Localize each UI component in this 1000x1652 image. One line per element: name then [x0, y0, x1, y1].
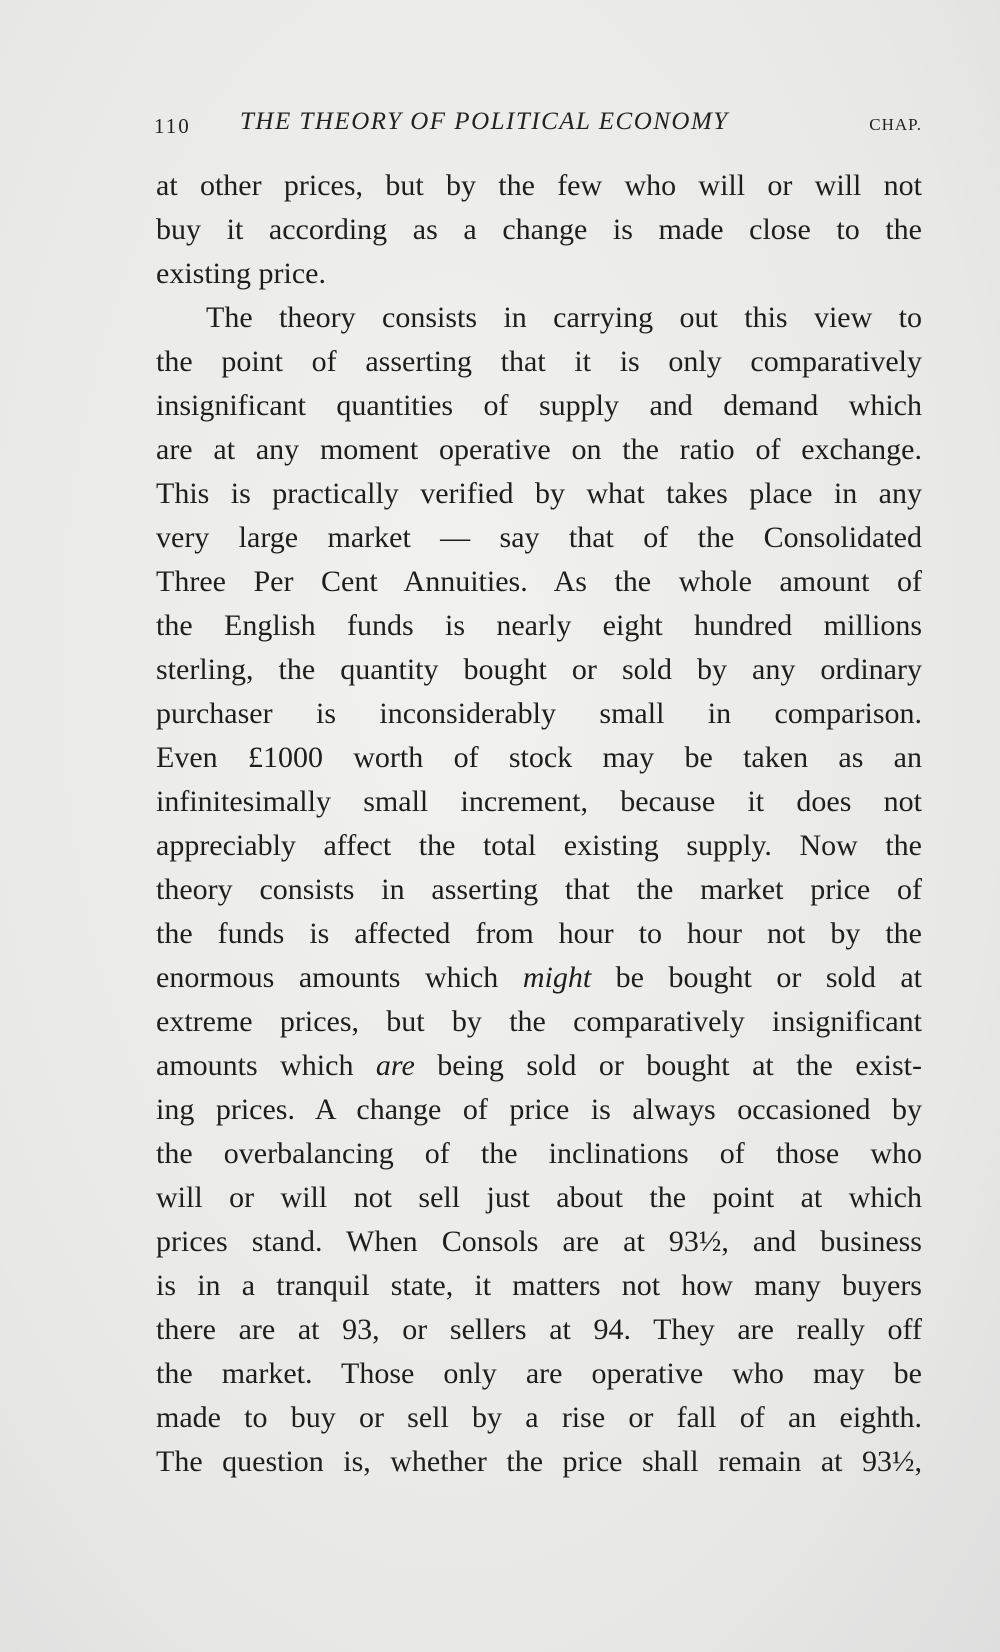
text-line: The theory consists in carrying out this view to — [206, 301, 922, 334]
text-line: will or will not sell just about the point at which — [156, 1181, 922, 1214]
text-line — [156, 956, 922, 1000]
text-line: the English funds is nearly eight hundred millions — [156, 609, 922, 642]
body-text — [156, 164, 922, 1484]
running-head — [154, 108, 922, 148]
text-line: is in a tranquil state, it matters not how many buyers — [156, 1269, 922, 1302]
text-line: appreciably affect the total existing supply. Now the — [156, 829, 922, 862]
text-line: Three Per Cent Annuities. As the whole amount of — [156, 565, 922, 598]
text-line — [156, 1044, 922, 1088]
text-line: extreme prices, but by the comparatively insignificant — [156, 1005, 922, 1038]
text-line: the overbalancing of the inclinations of those who — [156, 1137, 922, 1170]
text-run: be bought or sold at — [591, 961, 922, 994]
text-line: existing price. — [156, 257, 326, 290]
text-line: very large market — say that of the Consolidated — [156, 521, 922, 554]
chapter-marker: CHAP. — [869, 115, 922, 134]
text-line: the funds is affected from hour to hour not by the — [156, 917, 922, 950]
text-line: This is practically verified by what takes place in any — [156, 477, 922, 510]
text-line: the market. Those only are operative who may be — [156, 1357, 922, 1390]
text-line: prices stand. When Consols are at 93½, and business — [156, 1225, 922, 1258]
text-line: Even £1000 worth of stock may be taken as an — [156, 741, 922, 774]
text-line: buy it according as a change is made close to the — [156, 213, 922, 246]
italic-word: are — [375, 1049, 415, 1082]
text-line: made to buy or sell by a rise or fall of an eighth. — [156, 1401, 922, 1434]
text-line: theory consists in asserting that the market price of — [156, 873, 922, 906]
text-run: being sold or bought at the exist- — [414, 1049, 922, 1082]
text-run: amounts which — [156, 1049, 376, 1082]
running-title: THE THEORY OF POLITICAL ECONOMY — [240, 108, 729, 135]
text-line: there are at 93, or sellers at 94. They are really off — [156, 1313, 922, 1346]
text-line: insignificant quantities of supply and demand which — [156, 389, 922, 422]
text-line: the point of asserting that it is only comparatively — [156, 345, 922, 378]
text-line: sterling, the quantity bought or sold by any ordinary — [156, 653, 922, 686]
text-line: The question is, whether the price shall remain at 93½, — [156, 1445, 922, 1478]
page-number: 110 — [154, 114, 191, 138]
italic-word: might — [522, 961, 592, 994]
text-line: infinitesimally small increment, because it does not — [156, 785, 922, 818]
text-line: are at any moment operative on the ratio of exchange. — [156, 433, 922, 466]
text-line: at other prices, but by the few who will or will not — [156, 169, 922, 202]
text-line: ing prices. A change of price is always occasioned by — [156, 1093, 922, 1126]
text-run: enormous amounts which — [156, 961, 523, 994]
text-line: purchaser is inconsiderably small in comparison. — [156, 697, 922, 730]
